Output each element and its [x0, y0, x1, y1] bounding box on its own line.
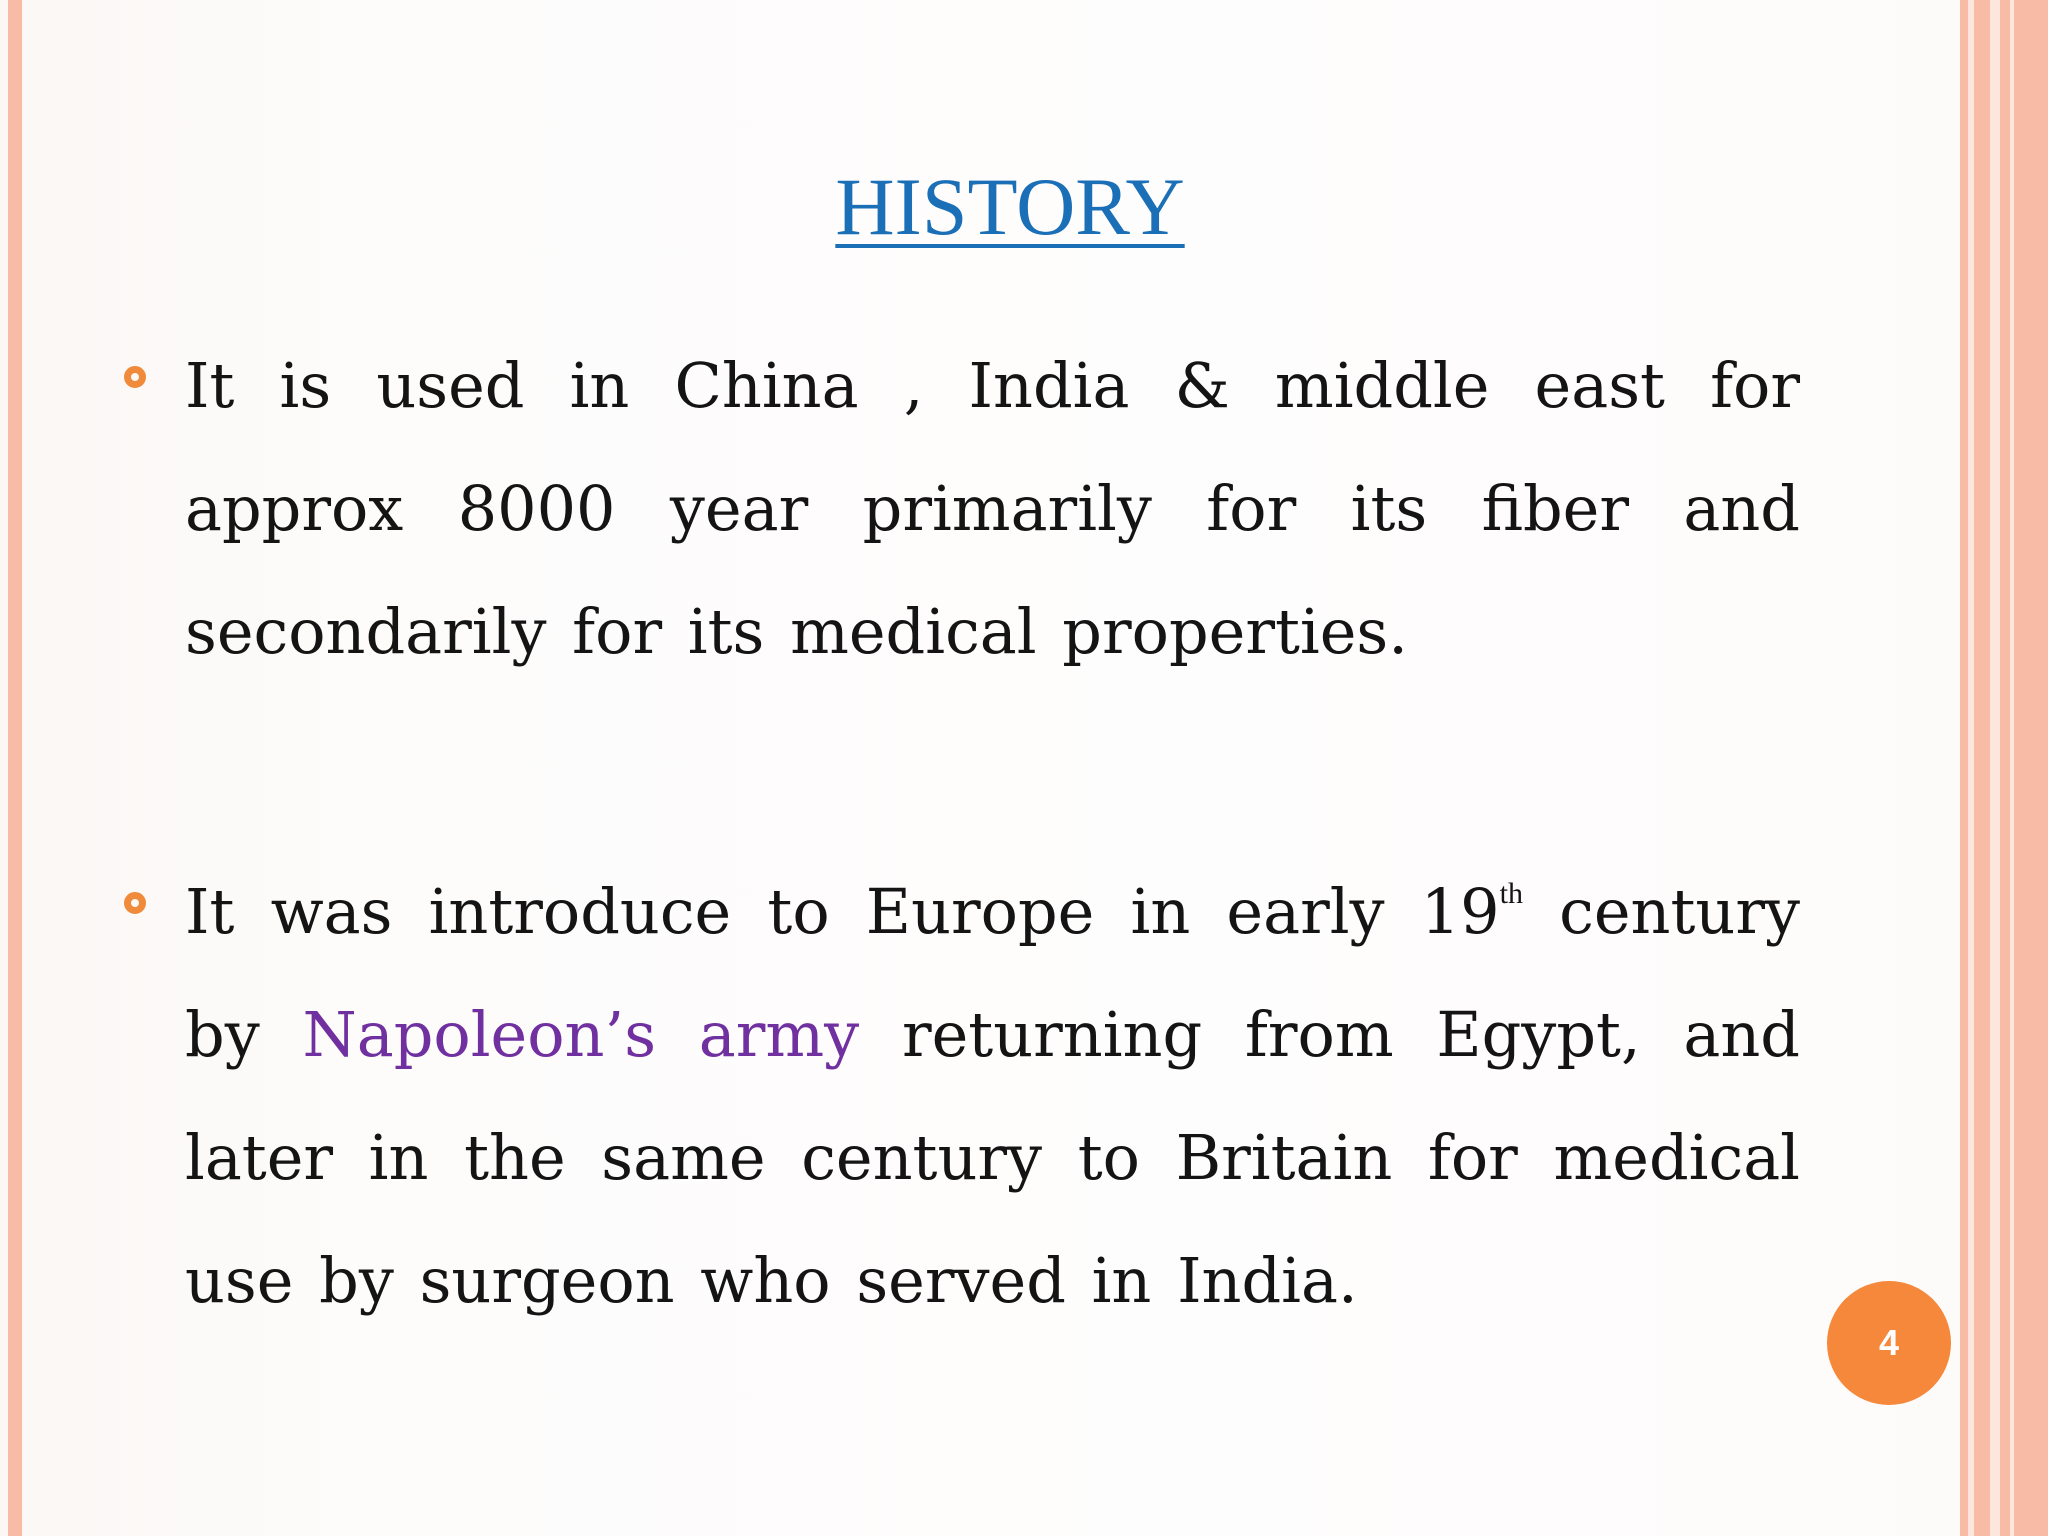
- bullet-text-part: returning from Egypt, and later in the same century to Britain for medical use by surgeon who served in India.: [185, 998, 1800, 1317]
- ordinal-superscript: th: [1499, 877, 1523, 910]
- bullet-text-part: It was introduce to Europe in early 19: [185, 875, 1500, 948]
- bullet-text: It is used in China , India & middle east for approx 8000 year primarily for its fiber and secondarily for its medical properties.: [185, 349, 1800, 668]
- bullet-text-part: century by: [185, 875, 1800, 1071]
- hollow-circle-bullet-icon: [124, 366, 146, 388]
- bullet-text: [185, 850, 1800, 1342]
- highlighted-term: Napoleon’s army: [302, 998, 860, 1071]
- slide-title: HISTORY: [835, 161, 1185, 252]
- page-number-badge: 4: [1827, 1281, 1951, 1405]
- hollow-circle-bullet-icon: [124, 892, 146, 914]
